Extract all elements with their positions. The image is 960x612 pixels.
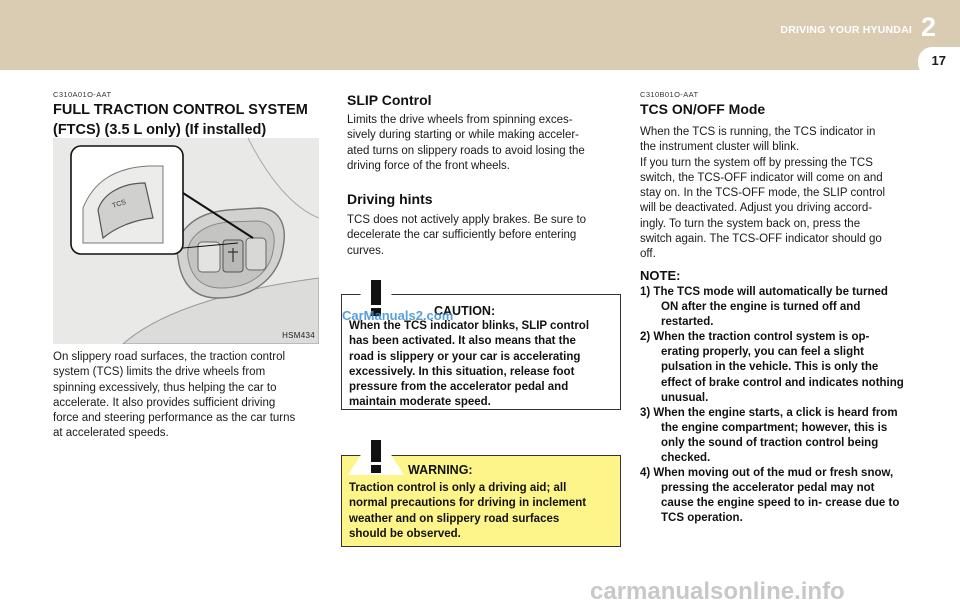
ftcs-paragraph bbox=[53, 350, 319, 442]
caution-line: road is slippery or your car is accelerating bbox=[349, 350, 581, 363]
ftcs-line: On slippery road surfaces, the traction control bbox=[53, 351, 286, 363]
slip-line: driving force of the front wheels. bbox=[347, 159, 510, 172]
tcs-mode-line: ingly. To turn the system back on, press the bbox=[640, 217, 861, 230]
driving-hints-title: Driving hints bbox=[347, 191, 433, 207]
tcs-mode-line: off. bbox=[640, 248, 656, 261]
caution-line: pressure from the accelerator pedal and bbox=[349, 381, 569, 394]
ftcs-line: spinning excessively, thus helping the car to bbox=[53, 381, 277, 394]
note-title: NOTE: bbox=[640, 268, 681, 283]
chapter-title: DRIVING YOUR HYUNDAI bbox=[780, 24, 912, 36]
ftcs-line: force and steering performance as the car turns bbox=[53, 412, 296, 425]
warning-text bbox=[349, 481, 613, 542]
warning-line: weather and on slippery road surfaces bbox=[349, 512, 560, 525]
slip-line: Limits the drive wheels from spinning exces- bbox=[347, 114, 573, 126]
caution-line: has been activated. It also means that the bbox=[349, 335, 576, 348]
chapter-number: 2 bbox=[920, 12, 936, 42]
note-item: 2) When the traction control system is op- erating properly, you can feel a slight pulsation in the vehicle. This is only the effect of brake control and indicates nothing unusual. bbox=[640, 331, 904, 404]
driving-hints-text bbox=[347, 213, 615, 259]
tcs-mode-line: When the TCS is running, the TCS indicator in bbox=[640, 126, 876, 138]
warning-line: should be observed. bbox=[349, 527, 461, 540]
hints-line: decelerate the car sufficiently before entering bbox=[347, 229, 577, 242]
tcs-mode-line: switch again. The TCS-OFF indicator should go bbox=[640, 233, 882, 246]
warning-title: WARNING: bbox=[408, 463, 473, 477]
slip-control-title: SLIP Control bbox=[347, 92, 432, 108]
slip-control-text bbox=[347, 113, 615, 174]
tcs-mode-line: switch, the TCS-OFF indicator will come on and bbox=[640, 171, 883, 184]
watermark-carmanualsonline: carmanualsonline.info bbox=[590, 578, 845, 605]
hints-line: curves. bbox=[347, 244, 385, 257]
tcs-switch-figure bbox=[53, 138, 319, 344]
slip-line: ated turns on slippery roads to avoid losing the bbox=[347, 144, 585, 157]
section-code-tcs-mode: C310B01O-AAT bbox=[640, 90, 699, 99]
warning-line: normal precautions for driving in inclement bbox=[349, 497, 587, 510]
note-item: 4) When moving out of the mud or fresh snow, pressing the accelerator pedal may not cause the engine speed to in- crease due to TCS operation. bbox=[640, 467, 900, 525]
tcs-switch-illustration bbox=[53, 138, 319, 344]
caution-line: maintain moderate speed. bbox=[349, 396, 491, 409]
caution-text bbox=[349, 319, 613, 411]
ftcs-line: accelerate. It also provides sufficient driving bbox=[53, 396, 276, 409]
slip-line: sively during starting or while making acceler- bbox=[347, 129, 580, 142]
ftcs-line: at accelerated speeds. bbox=[53, 427, 169, 440]
hints-line: TCS does not actively apply brakes. Be sure to bbox=[347, 214, 587, 226]
note-item: 3) When the engine starts, a click is heard from the engine compartment; however, this is only the sound of traction control being checked. bbox=[640, 406, 898, 465]
tcs-button-label: TCS bbox=[111, 198, 127, 210]
caution-line: When the TCS indicator blinks, SLIP control bbox=[349, 320, 590, 332]
ftcs-line: system (TCS) limits the drive wheels from bbox=[53, 366, 266, 379]
page-number: 17 bbox=[931, 53, 946, 68]
section-code-ftcs: C310A01O-AAT bbox=[53, 90, 112, 99]
tcs-mode-paragraph bbox=[640, 125, 908, 263]
note-list bbox=[640, 285, 908, 527]
tcs-mode-line: the instrument cluster will blink. bbox=[640, 141, 800, 154]
tcs-mode-line: If you turn the system off by pressing the TCS bbox=[640, 156, 873, 169]
ftcs-title-line1: FULL TRACTION CONTROL SYSTEM bbox=[53, 102, 308, 118]
tcs-mode-line: stay on. In the TCS-OFF mode, the SLIP control bbox=[640, 187, 886, 200]
caution-title: CAUTION: bbox=[434, 304, 496, 318]
warning-line: Traction control is only a driving aid; all bbox=[349, 482, 567, 494]
figure-code: HSM434 bbox=[282, 331, 315, 340]
ftcs-title-line2: (FTCS) (3.5 L only) (If installed) bbox=[53, 122, 267, 138]
note-item: 1) The TCS mode will automatically be turned ON after the engine is turned off and restarted. bbox=[640, 286, 888, 329]
caution-line: excessively. In this situation, release foot bbox=[349, 365, 575, 378]
watermark-carmanuals: CarManuals2.com bbox=[342, 308, 454, 323]
tcs-mode-line: will be deactivated. Adjust you driving accord- bbox=[640, 202, 873, 215]
tcs-mode-title: TCS ON/OFF Mode bbox=[640, 101, 766, 117]
warning-alert-icon bbox=[346, 430, 406, 476]
